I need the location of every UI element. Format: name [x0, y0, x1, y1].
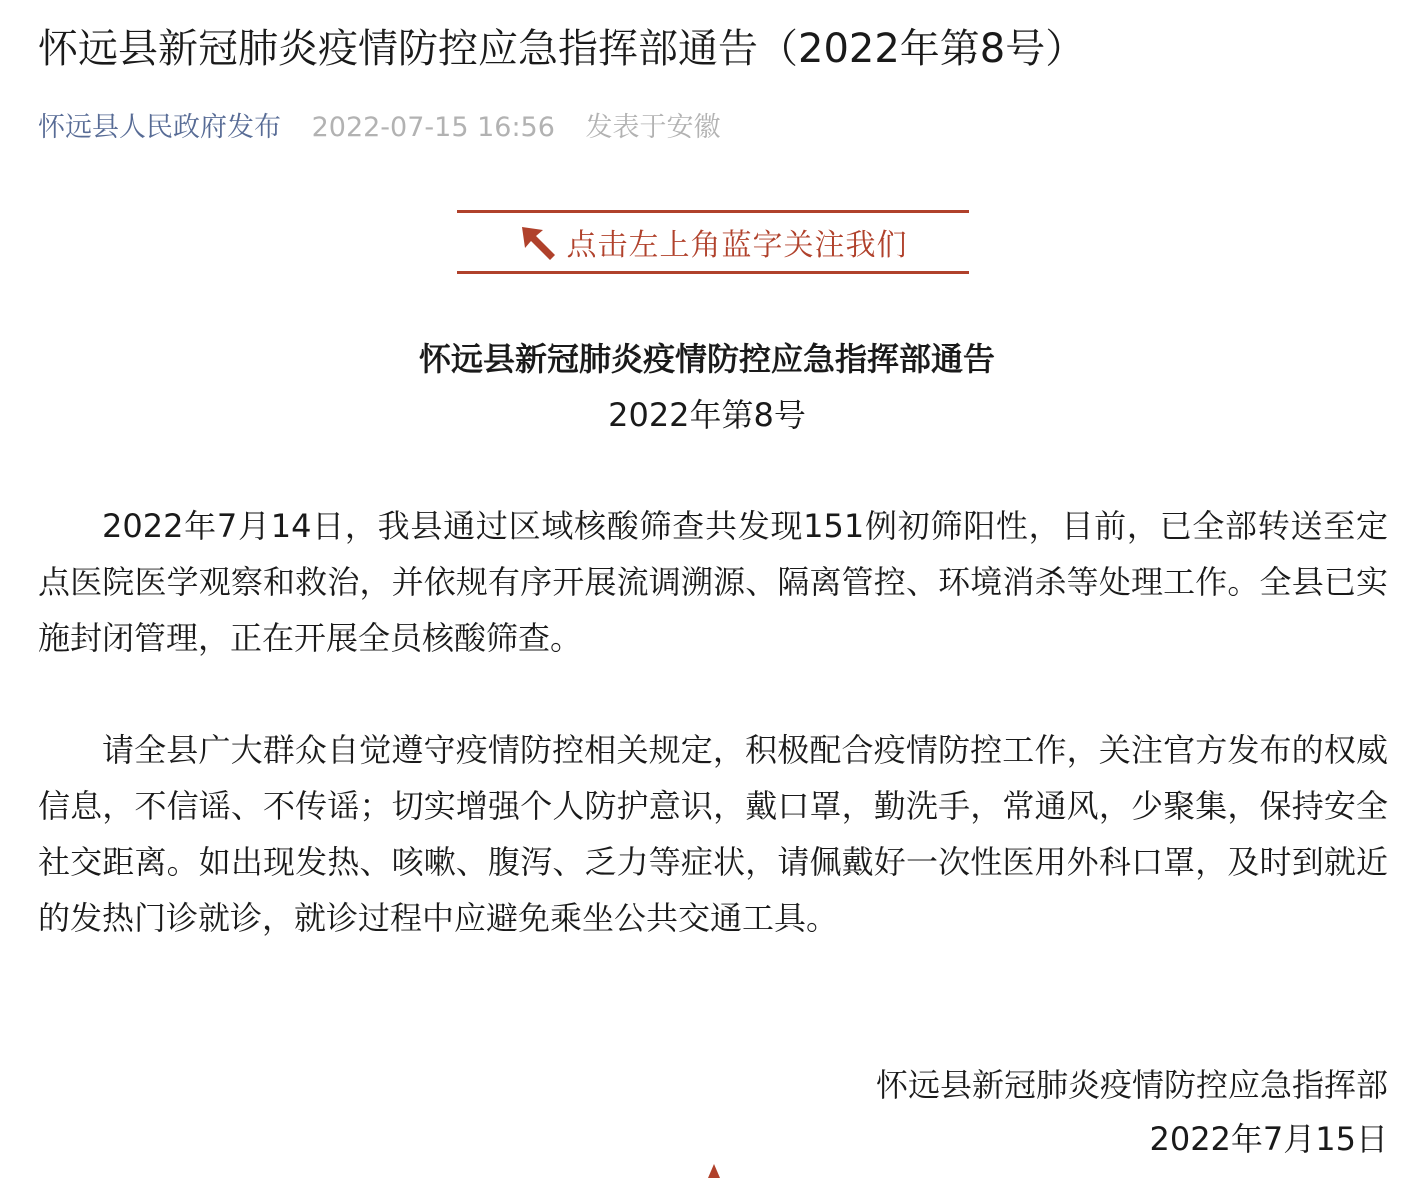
article-meta	[38, 108, 743, 148]
author-link[interactable]: 怀远县人民政府发布	[38, 112, 281, 143]
signature-date: 2022年7月15日	[1149, 1120, 1388, 1158]
decorative-mark-icon	[700, 1162, 728, 1178]
follow-banner-label: 点击左上角蓝字关注我们	[566, 228, 908, 263]
notice-paragraph: 2022年7月14日，我县通过区域核酸筛查共发现151例初筛阳性，目前，已全部转送至定点医院医学观察和救治，并依规有序开展流调溯源、隔离管控、环境消杀等处理工作。全县已实施封闭管理，正在开展全员核酸筛查。	[38, 507, 1388, 657]
follow-banner[interactable]	[457, 210, 969, 274]
signature-org: 怀远县新冠肺炎疫情防控应急指挥部	[875, 1066, 1388, 1104]
notice-heading: 怀远县新冠肺炎疫情防控应急指挥部通告	[418, 340, 995, 378]
arrow-up-left-icon	[519, 224, 559, 264]
publish-time: 2022-07-15 16:56	[311, 112, 555, 143]
signature-block	[876, 1058, 1388, 1166]
notice-number: 2022年第8号	[608, 396, 806, 434]
publish-location: 发表于安徽	[585, 112, 721, 143]
notice-paragraph: 请全县广大群众自觉遵守疫情防控相关规定，积极配合疫情防控工作，关注官方发布的权威信息，不信谣、不传谣；切实增强个人防护意识，戴口罩，勤洗手，常通风，少聚集，保持安全社交距离。如出现发热、咳嗽、腹泻、乏力等症状，请佩戴好一次性医用外科口罩，及时到就近的发热门诊就诊，就诊过程中应避免乘坐公共交通工具。	[38, 731, 1388, 937]
article-title: 怀远县新冠肺炎疫情防控应急指挥部通告（2022年第8号）	[38, 26, 1086, 72]
